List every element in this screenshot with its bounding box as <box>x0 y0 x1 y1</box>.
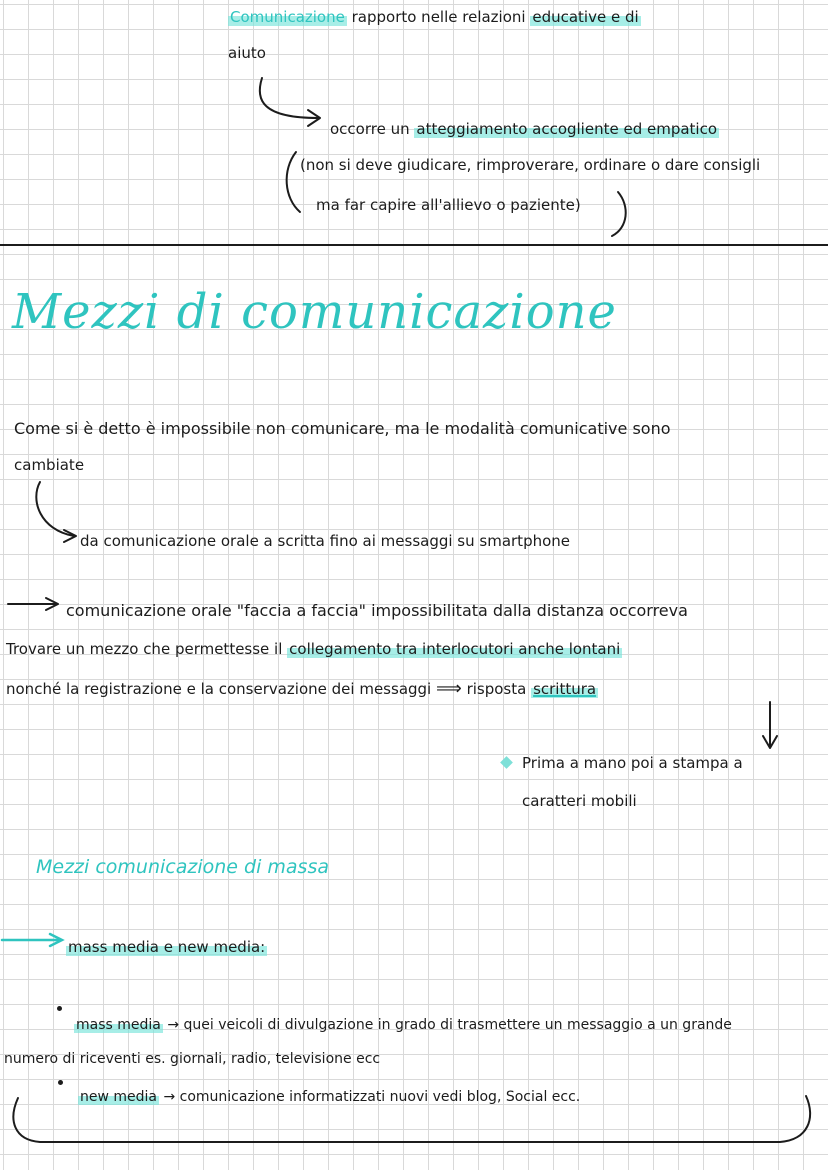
arrow-head-icon <box>308 110 320 126</box>
bullet-dot-icon <box>57 1006 62 1011</box>
highlight-scrittura: scrittura <box>533 680 597 698</box>
para-line-1: comunicazione orale "faccia a faccia" impossibilitata dalla distanza occorreva <box>66 601 688 620</box>
bullet-square-icon <box>500 756 513 769</box>
occorre-text: occorre un <box>330 120 415 138</box>
bullet-dot-icon <box>58 1080 63 1085</box>
mass-bullet-1 <box>74 1016 732 1034</box>
occorre-line <box>330 120 719 138</box>
top-line-1 <box>228 8 641 26</box>
para-line-2-start: Trovare un mezzo che permettesse il <box>6 640 288 658</box>
para-line-2 <box>6 640 622 658</box>
term-mass-media: mass media <box>76 1017 161 1033</box>
arrow-head-icon <box>50 934 62 946</box>
intro-line-2: cambiate <box>14 456 85 474</box>
highlight-atteggiamento: atteggiamento accogliente ed empatico <box>416 120 718 138</box>
highlight-educative: educative e di <box>532 8 639 26</box>
close-paren-icon <box>612 192 626 236</box>
term-comunicazione: Comunicazione <box>230 8 345 26</box>
mass-bullet-2 <box>78 1088 580 1106</box>
section-divider <box>0 244 828 246</box>
intro-arrow-text: da comunicazione orale a scritta fino ai messaggi su smartphone <box>80 532 571 550</box>
mass-header <box>66 938 267 956</box>
arrow-head-icon <box>46 598 58 610</box>
bullet-prima: Prima a mano poi a stampa a <box>522 754 743 772</box>
double-arrow-icon: ⟹ <box>435 678 462 699</box>
open-paren-icon <box>287 152 300 212</box>
highlight-collegamento: collegamento tra interlocutori anche lontani <box>289 640 621 658</box>
mass-header-text: mass media e new media: <box>68 938 266 956</box>
arrow-head-icon <box>64 530 76 542</box>
parenthesis-line-2: ma far capire all'allievo o paziente) <box>316 196 581 214</box>
intro-line-1: Come si è detto è impossibile non comunicare, ma le modalità comunicative sono <box>14 419 671 438</box>
term-new-media: new media <box>80 1089 157 1105</box>
top-line-2: aiuto <box>228 44 266 62</box>
bullet-caratteri: caratteri mobili <box>522 792 637 810</box>
top-line-1-middle: rapporto nelle relazioni <box>346 8 531 26</box>
parenthesis-line-1: (non si deve giudicare, rimproverare, ordinare o dare consigli <box>300 156 761 174</box>
mass-bullet-1-rest: → quei veicoli di divulgazione in grado di trasmettere un messaggio a un grande <box>162 1017 732 1033</box>
arrow-head-icon <box>763 736 777 748</box>
curved-arrow-icon <box>260 78 318 118</box>
page-title: Mezzi di comunicazione <box>12 284 617 340</box>
para-line-3-start: nonché la registrazione e la conservazione dei messaggi <box>6 680 436 698</box>
curved-arrow-icon <box>36 482 74 536</box>
mass-bullet-1-line-2: numero di riceventi es. giornali, radio, televisione ecc <box>4 1051 381 1067</box>
para-line-3 <box>6 680 598 698</box>
mass-bullet-2-rest: → comunicazione informatizzati nuovi vedi blog, Social ecc. <box>159 1089 581 1105</box>
subtitle-mass-communication: Mezzi comunicazione di massa <box>36 856 329 878</box>
para-line-3-risposta: risposta <box>461 680 532 698</box>
